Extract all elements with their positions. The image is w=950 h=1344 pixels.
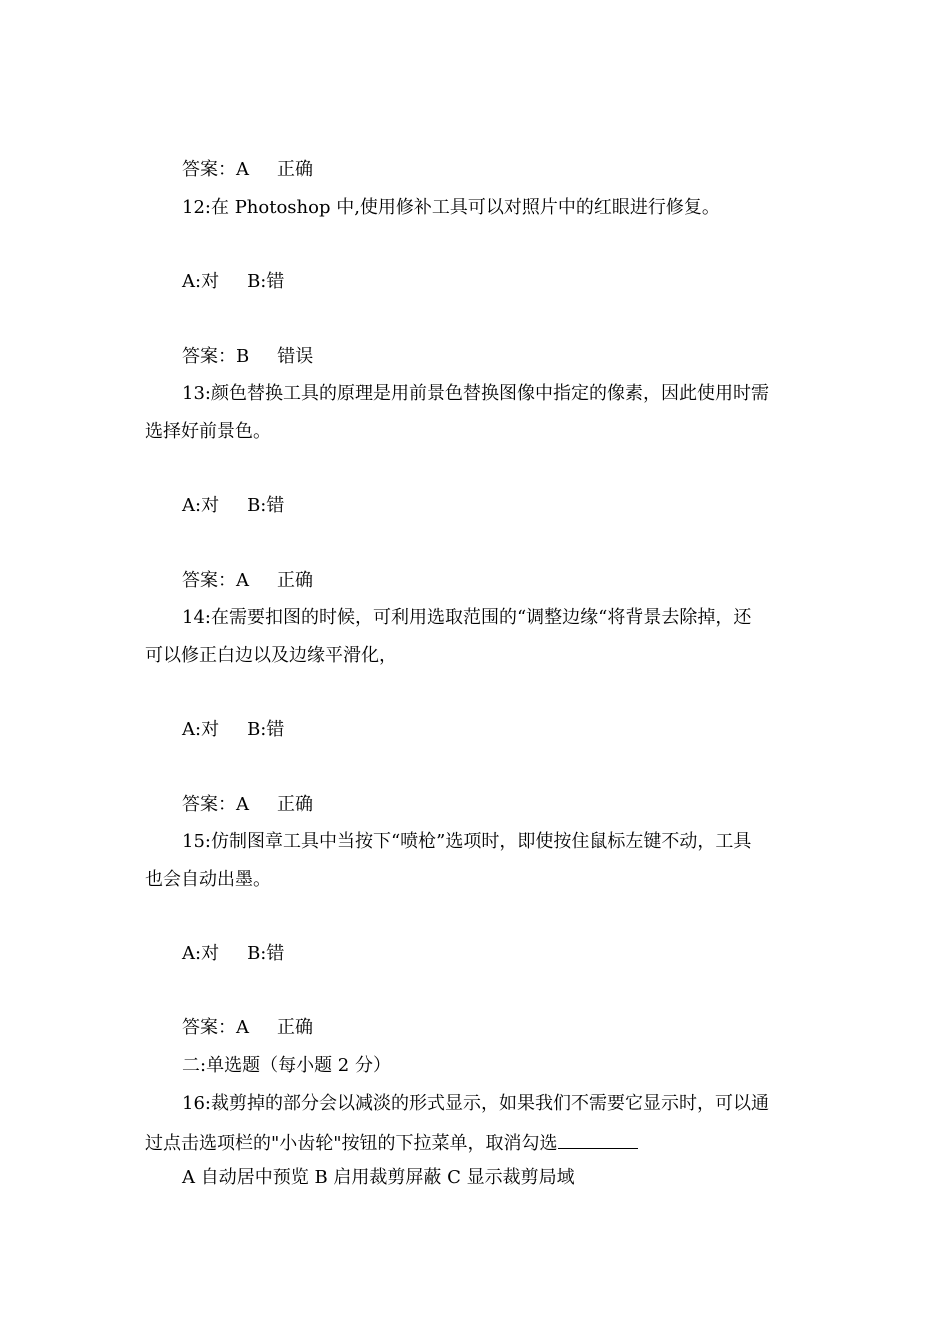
option-b: B:错: [247, 271, 285, 292]
answer-label: 答案：A: [182, 570, 249, 591]
question-13-line1: 13:颜色替换工具的原理是用前景色替换图像中指定的像素，因此使用时需: [182, 383, 769, 404]
answer-result: 正确: [277, 1017, 313, 1038]
answer-result: 正确: [277, 570, 313, 591]
question-14-line2: 可以修正白边以及边缘平滑化，: [145, 645, 397, 666]
question-15-line2: 也会自动出墨。: [145, 869, 271, 890]
options-q12: [182, 270, 852, 294]
answer-result: 正确: [277, 159, 313, 180]
answer-label: 答案：A: [182, 159, 249, 180]
options-q15: [182, 942, 852, 966]
answer-label: 答案：A: [182, 794, 249, 815]
option-b: B:错: [247, 719, 285, 740]
option-a: A:对: [182, 271, 220, 292]
options-q16: A 自动居中预览 B 启用裁剪屏蔽 C 显示裁剪局域: [182, 1167, 575, 1188]
option-a: A:对: [182, 943, 220, 964]
option-b: B:错: [247, 495, 285, 516]
option-a: A:对: [182, 495, 220, 516]
answer-result: 错误: [277, 346, 314, 367]
answer-line-q15: [182, 1016, 852, 1040]
answer-line-q13: [182, 569, 852, 593]
question-16-line1: 16:裁剪掉的部分会以减淡的形式显示，如果我们不需要它显示时，可以通: [182, 1093, 769, 1114]
question-16-line2-text: 过点击选项栏的"小齿轮"按钮的下拉菜单，取消勾选: [145, 1133, 558, 1154]
question-15-line1: 15:仿制图章工具中当按下“喷枪”选项时，即使按住鼠标左键不动，工具: [182, 831, 752, 852]
answer-label: 答案：A: [182, 1017, 249, 1038]
options-q14: [182, 718, 852, 742]
answer-line-q12: [182, 345, 852, 369]
question-14-line1: 14:在需要扣图的时候，可利用选取范围的“调整边缘“将背景去除掉，还: [182, 607, 752, 628]
fill-in-blank: [558, 1130, 638, 1149]
option-b: B:错: [247, 943, 285, 964]
answer-line-q14: [182, 793, 852, 817]
question-13-line2: 选择好前景色。: [145, 421, 271, 442]
answer-line-q11: [182, 158, 852, 182]
section-heading: 二:单选题（每小题 2 分）: [182, 1055, 391, 1076]
options-q13: [182, 494, 852, 518]
question-12: 12:在 Photoshop 中,使用修补工具可以对照片中的红眼进行修复。: [182, 197, 720, 218]
answer-result: 正确: [277, 794, 313, 815]
question-16-line2: [145, 1130, 815, 1156]
answer-label: 答案：B: [182, 346, 250, 367]
option-a: A:对: [182, 719, 220, 740]
